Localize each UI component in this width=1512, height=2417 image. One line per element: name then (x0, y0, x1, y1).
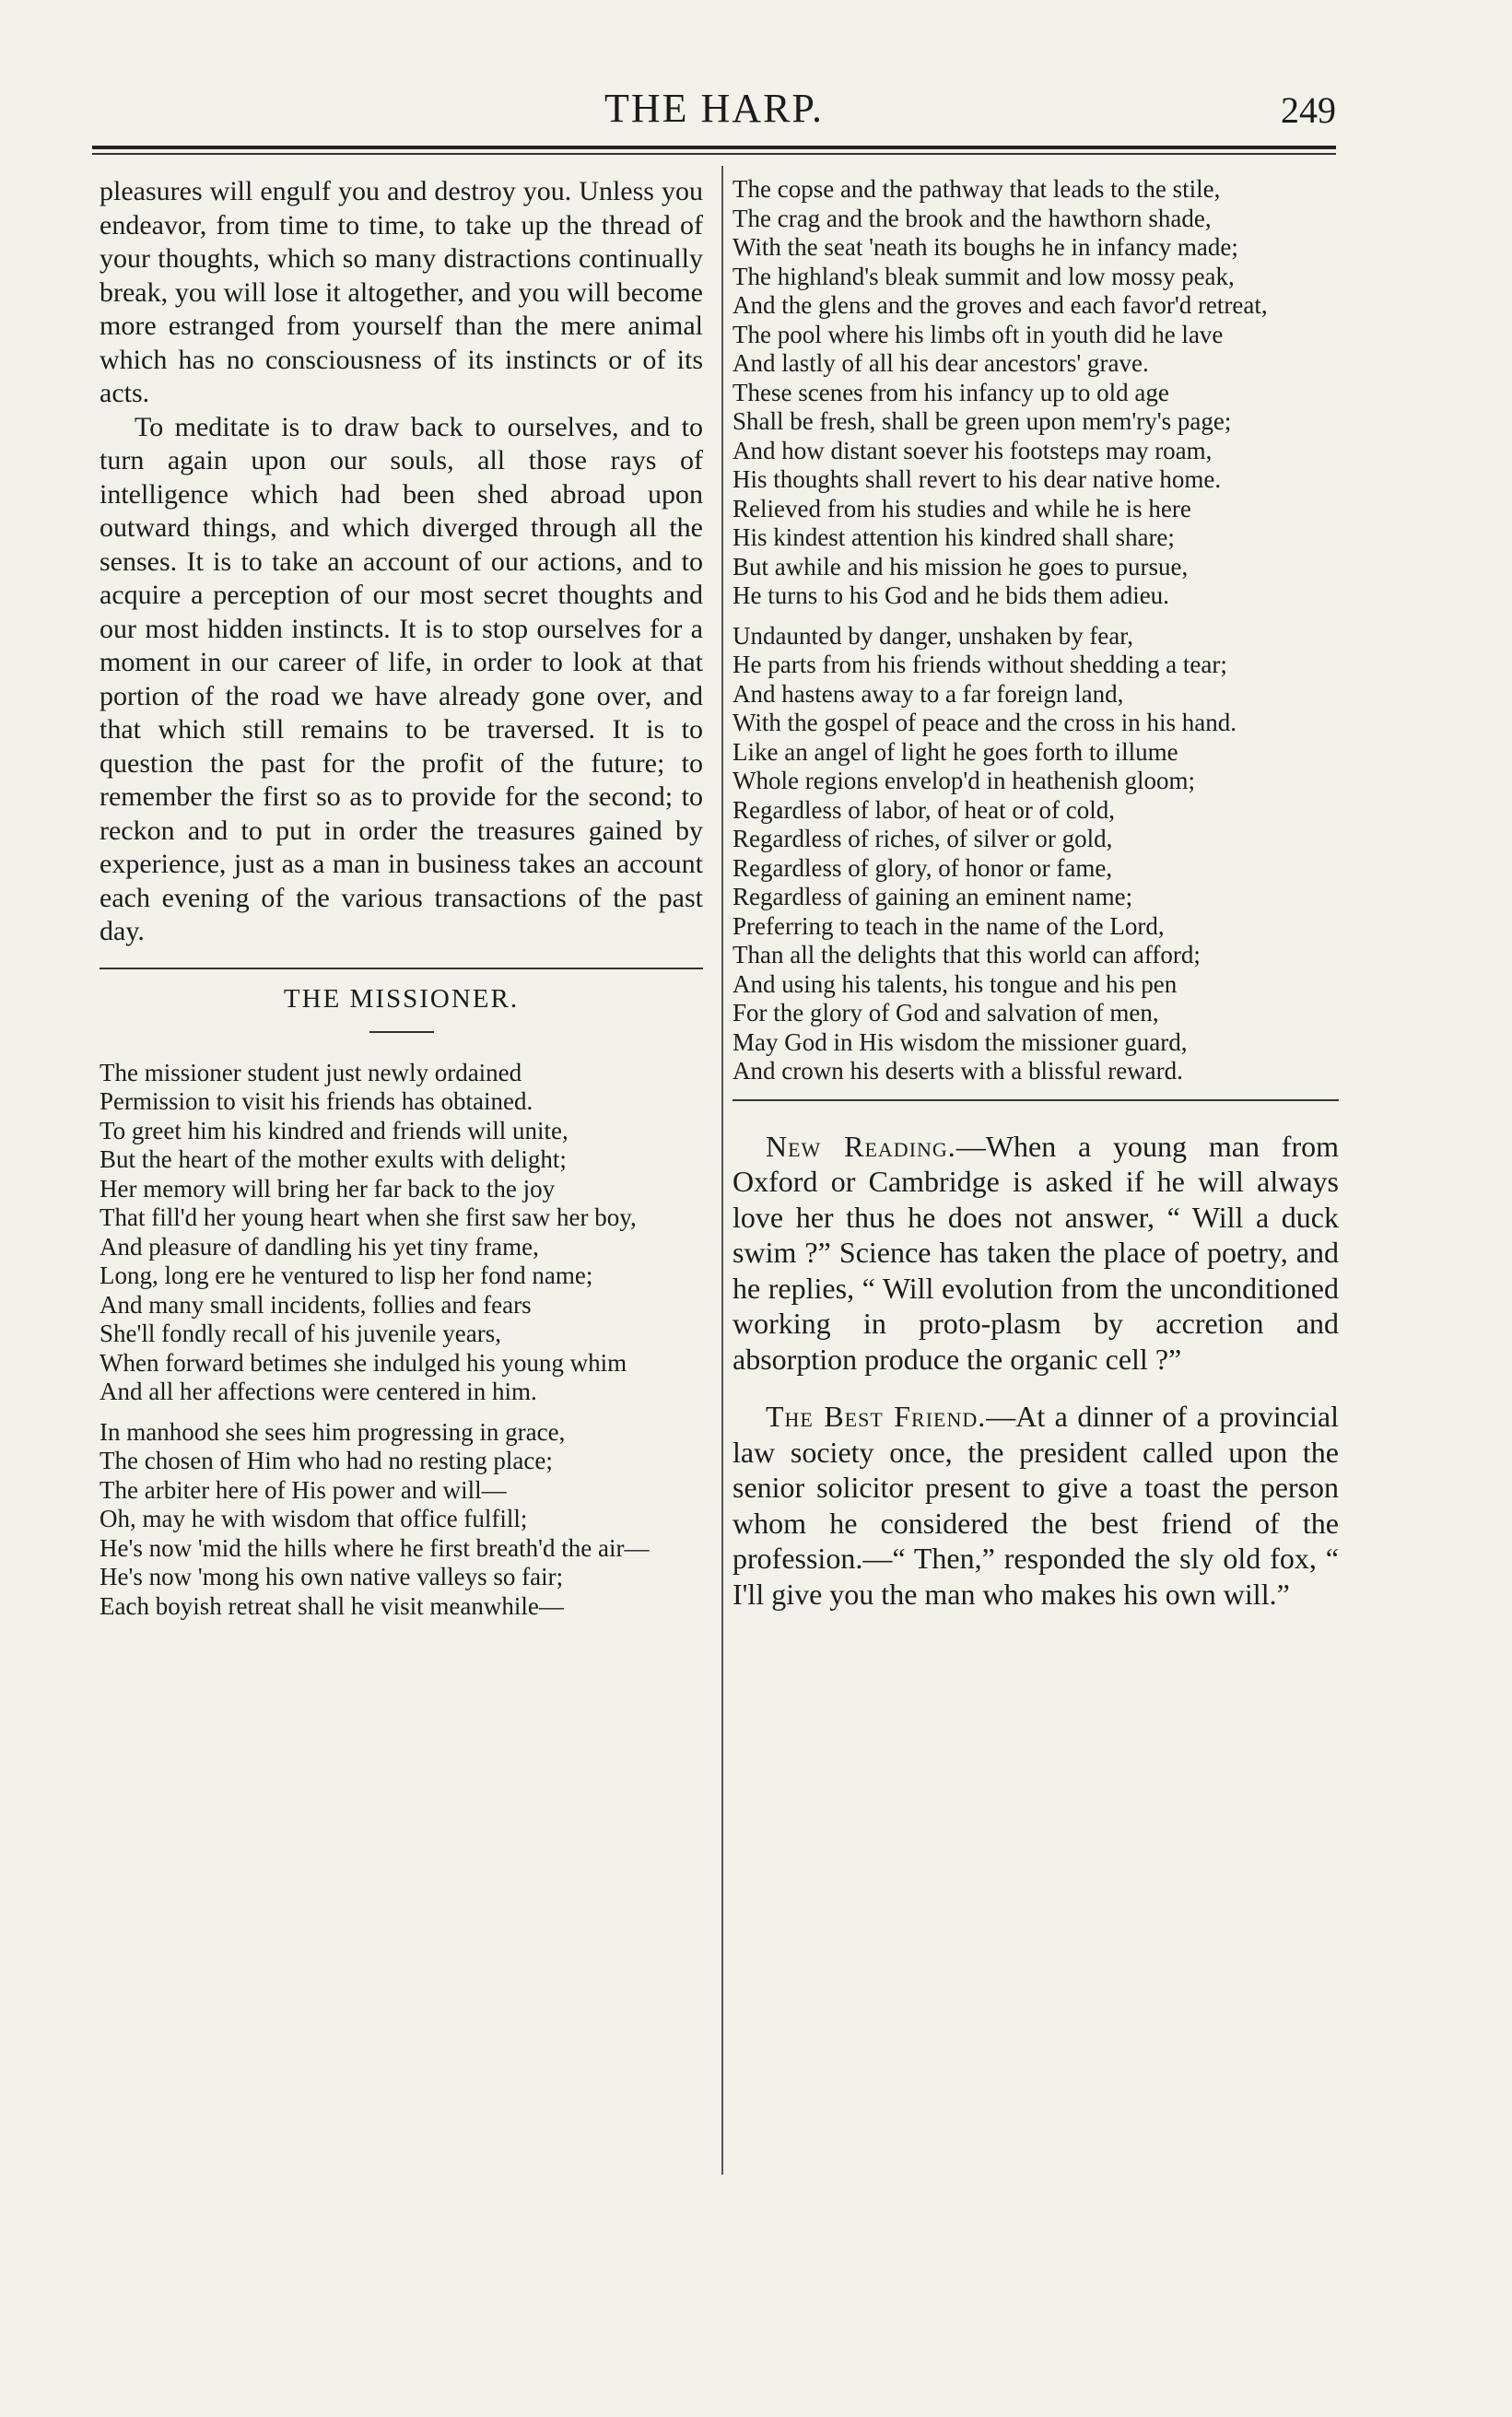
poem-line: She'll fondly recall of his juvenile years, (100, 1320, 501, 1347)
poem-line: And hastens away to a far foreign land, (733, 679, 1124, 708)
poem-line: His kindest attention his kindred shall share; (733, 523, 1175, 551)
running-head (92, 85, 1336, 140)
poem-left (100, 1059, 703, 1622)
poem-line: Relieved from his studies and while he is here (733, 494, 1191, 522)
poem-line: He's now 'mong his own native valleys so fair; (100, 1563, 564, 1590)
poem-line: And how distant soever his footsteps may roam, (733, 436, 1213, 464)
poem-line: The crag and the brook and the hawthorn shade, (733, 204, 1212, 232)
poem-line: He's now 'mid the hills where he first breath'd the air— (100, 1533, 650, 1562)
poem-title: THE MISSIONER. (283, 983, 520, 1014)
poem-line: And many small incidents, follies and fears (100, 1290, 532, 1319)
poem-line: And using his talents, his tongue and his pen (733, 969, 1178, 998)
poem-line: For the glory of God and salvation of men, (733, 999, 1159, 1027)
poem-line: But awhile and his mission he goes to pursue, (733, 552, 1189, 581)
poem-line: Than all the delights that this world can afford; (733, 941, 1201, 968)
poem-line: When forward betimes she indulged his young whim (100, 1348, 627, 1377)
left-column (100, 175, 703, 1632)
poem-line: And lastly of all his dear ancestors' grave. (733, 349, 1149, 377)
poem-line: The missioner student just newly ordained (100, 1058, 522, 1086)
poem-line: But the heart of the mother exults with delight; (100, 1145, 567, 1173)
stanza (100, 1059, 703, 1407)
anecdote-best-friend (733, 1399, 1339, 1612)
section-rule (733, 1099, 1339, 1101)
poem-line: He turns to his God and he bids them adieu. (733, 581, 1169, 609)
poem-line: Regardless of riches, of silver or gold, (733, 825, 1113, 852)
poem-line: The pool where his limbs oft in youth did he lave (733, 320, 1224, 348)
poem-line: Each boyish retreat shall he visit meanwhile— (100, 1591, 564, 1620)
poem-line: He parts from his friends without shedding a tear; (733, 651, 1227, 678)
poem-line: With the seat 'neath its boughs he in infancy made; (733, 233, 1238, 261)
poem-line: Oh, may he with wisdom that office fulfill; (100, 1505, 528, 1532)
poem-line: Preferring to teach in the name of the Lord, (733, 911, 1165, 940)
anecdotes (733, 1129, 1339, 1613)
poem-line: May God in His wisdom the missioner guard, (733, 1027, 1188, 1056)
stanza (733, 622, 1339, 1086)
poem-line: Permission to visit his friends has obtained. (100, 1087, 533, 1115)
poem-line: Regardless of gaining an eminent name; (733, 883, 1133, 910)
poem-line: Shall be fresh, shall be green upon mem'ry's page; (733, 407, 1232, 435)
right-column (733, 175, 1339, 1634)
poem-line: Regardless of labor, of heat or of cold, (733, 795, 1116, 824)
poem-line: And pleasure of dandling his yet tiny frame, (100, 1232, 539, 1261)
anecdote-body: —When a young man from Oxford or Cambridge is asked if he will always love her thus he does not answer, “ Will a duck swim ?” Science has taken the place of poetry, and he replies, “ Will evolution from the unconditioned working in proto-plasm by accretion and absorption produce the organic cell ?” (733, 1129, 1339, 1376)
poem-line: Her memory will bring her far back to the joy (100, 1174, 556, 1203)
anecdote-new-reading (733, 1129, 1339, 1378)
poem-line: The chosen of Him who had no resting place; (100, 1447, 553, 1474)
stanza (733, 175, 1339, 611)
poem-line: To greet him his kindred and friends will unite, (100, 1116, 568, 1144)
poem-line: These scenes from his infancy up to old age (733, 378, 1169, 406)
paragraph: To meditate is to draw back to ourselves, and to turn again upon our souls, all those rays of intelligence which had been shed abroad upon outward things, and which diverged through all the senses. It is to take an account of our actions, and to acquire a perception of our most secret thoughts and our most hidden instincts. It is to stop ourselves for a moment in our career of life, in order to look at that portion of the road we have already gone over, and that which still remains to be traversed. It is to question the past for the profit of the future; to remember the first so as to provide for the second; to reckon and to put in order the treasures gained by experience, just as a man in business takes an account each evening of the various transactions of the past day. (100, 411, 703, 946)
section-rule (100, 968, 703, 969)
stanza (100, 1418, 703, 1622)
running-title: THE HARP. (604, 86, 825, 131)
poem-line: And the glens and the groves and each favor'd retreat, (733, 291, 1268, 319)
poem-line: The copse and the pathway that leads to the stile, (733, 175, 1221, 203)
poem-line: And all her affections were centered in him. (100, 1378, 537, 1405)
poem-line: Whole regions envelop'd in heathenish gloom; (733, 767, 1196, 794)
poem-line: In manhood she sees him progressing in grace, (100, 1417, 566, 1446)
poem-line: His thoughts shall revert to his dear native home. (733, 465, 1222, 493)
anecdote-heading: New Reading. (766, 1129, 956, 1163)
anecdote-heading: The Best Friend. (766, 1400, 987, 1433)
poem-line: With the gospel of peace and the cross in his hand. (733, 709, 1237, 736)
poem-right (733, 175, 1339, 1086)
poem-line: Undaunted by danger, unshaken by fear, (733, 621, 1133, 650)
meditation-article (100, 175, 703, 949)
poem-line: The arbiter here of His power and will— (100, 1475, 507, 1504)
poem-line: Regardless of glory, of honor or fame, (733, 853, 1113, 882)
poem-line: Long, long ere he ventured to lisp her fond name; (100, 1261, 593, 1289)
page-number: 249 (1281, 89, 1336, 131)
poem-line: That fill'd her young heart when she first saw her boy, (100, 1203, 637, 1231)
header-rule-thick (92, 146, 1336, 149)
column-divider (721, 166, 723, 2175)
header-rule-thin (92, 153, 1336, 155)
paragraph: pleasures will engulf you and destroy you. Unless you endeavor, from time to time, to take up the thread of your thoughts, which so many distractions continually break, you will lose it altogether, and you will become more estranged from yourself than the mere animal which has no consciousness of its instincts or of its acts. (100, 176, 703, 408)
poem-line: The highland's bleak summit and low mossy peak, (733, 262, 1235, 290)
poem-line: Like an angel of light he goes forth to illume (733, 737, 1178, 766)
anecdote-body: —At a dinner of a provincial law society once, the president called upon the senior solicitor present to give a toast the person whom he considered the best friend of the profession.—“ Then,” responded the sly old fox, “ I'll give you the man who makes his own will.” (733, 1400, 1340, 1611)
poem-line: And crown his deserts with a blissful reward. (733, 1057, 1183, 1085)
title-rule (369, 1031, 434, 1033)
